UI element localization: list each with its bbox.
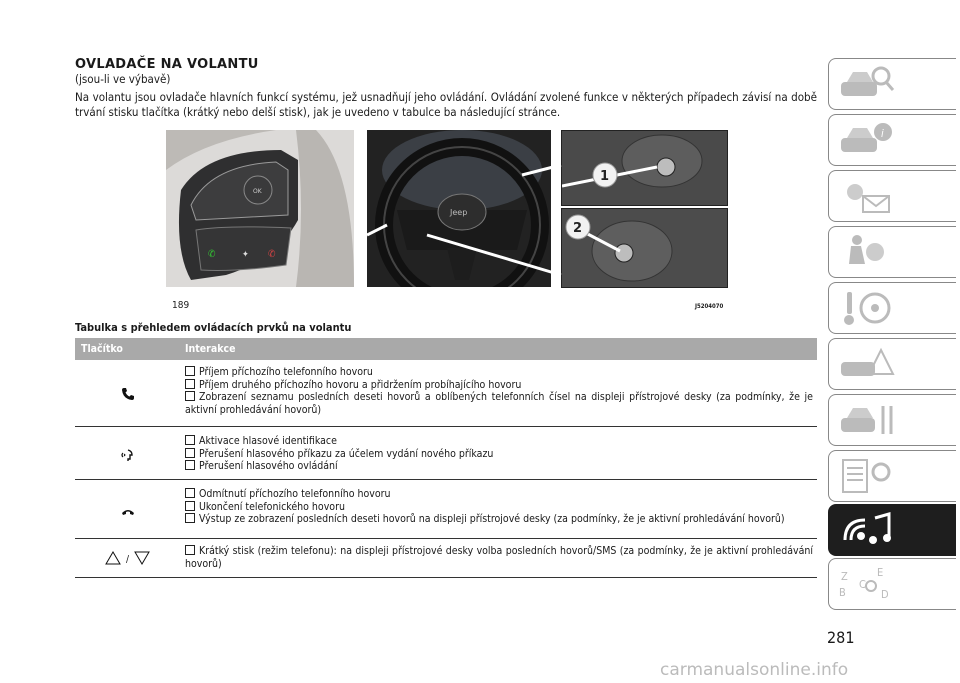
airbag-icon [837,232,897,272]
chapter-tab-lights[interactable] [828,170,956,222]
bullet-icon [185,391,195,401]
table-row [75,362,817,427]
list-item: Krátký stisk (režim telefonu): na displeji přístrojové desky volba posledních hovorů/SMS (za podmínky, že je aktivní prohledávání hovorů) [185,545,813,570]
voice-command-icon [75,447,180,466]
car-info-icon [837,120,897,160]
figure-number: 189 [172,300,190,311]
watermark: carmanualsonline.info [660,660,849,680]
chapter-tab-info[interactable] [828,114,956,166]
list-item: Přerušení hlasového příkazu za účelem vydání nového příkazu [185,448,813,461]
light-mail-icon [837,176,897,216]
page-number: 281 [827,628,855,647]
chapter-tab-emergency[interactable] [828,338,956,390]
phone-hangup-icon [75,502,180,521]
bullet-icon [185,379,195,389]
bullet-icon [185,366,195,376]
car-search-icon [837,64,897,104]
callout-1: 1 [600,169,610,184]
section-subtitle: (jsou-li ve výbavě) [75,72,171,86]
callout-2: 2 [573,221,583,236]
steering-controls-closeup-photo [166,130,354,287]
bullet-icon [185,460,195,470]
svg-text:i: i [881,127,884,140]
car-tools-icon [837,400,897,440]
multimedia-icon [837,510,897,550]
chapter-tab-index[interactable] [828,558,956,610]
column-header-button: Tlačítko [81,343,123,355]
bullet-icon [185,545,195,555]
svg-text:E: E [877,566,884,579]
bullet-icon [185,435,195,445]
table-header [75,338,817,360]
list-item: Příjem druhého příchozího hovoru a přidržením probíhajícího hovoru [185,379,813,392]
phone-pickup-icon [75,386,180,405]
intro-paragraph: Na volantu jsou ovladače hlavních funkcí systému, jež usnadňují jeho ovládání. Ovládání zvolené funkce v některých případech závisí na době trvání stisku tlačítka (krátký nebo delší stisk), jak je uvedeno v tabulce ba následující stránce. [75,90,817,119]
bullet-icon [185,513,195,523]
list-item: Aktivace hlasové identifikace [185,435,813,448]
svg-text:✦: ✦ [242,250,249,260]
svg-text:D: D [881,588,889,601]
chapter-tab-multimedia[interactable] [828,504,956,556]
list-item: Ukončení telefonického hovoru [185,501,813,514]
table-caption: Tabulka s přehledem ovládacích prvků na volantu [75,321,352,334]
chapter-tab-maintenance[interactable] [828,394,956,446]
table-row [75,480,817,539]
steering-wheel-icon [837,288,897,328]
detail-photo-lower [561,208,728,288]
chapter-tab-specs[interactable] [828,450,956,502]
list-item: Příjem příchozího telefonního hovoru [185,366,813,379]
table-row [75,427,817,480]
list-item: Odmítnutí příchozího telefonního hovoru [185,488,813,501]
icon-separator: / [125,554,130,565]
svg-text:✆: ✆ [268,249,276,260]
section-title: OVLADAČE NA VOLANTU [75,57,259,72]
detail-photo-upper [561,130,728,206]
warning-car-icon [837,344,897,384]
table-row [75,539,817,578]
column-header-interaction: Interakce [185,343,236,355]
svg-text:B: B [839,586,846,599]
list-item: Přerušení hlasového ovládání [185,460,813,473]
callout-lines [367,130,567,287]
up-down-arrows-icon [75,547,180,566]
bullet-icon [185,448,195,458]
alphabet-index-icon [837,564,897,604]
bullet-icon [185,501,195,511]
chapter-tab-dashboard[interactable] [828,58,956,110]
list-item: Zobrazení seznamu posledních deseti hovorů a oblíbených telefonních čísel na displeji přístrojové desky (za podmínky, že je aktivní prohledávání hovorů) [185,391,813,416]
spec-sheet-gear-icon [837,456,897,496]
bullet-icon [185,488,195,498]
figure-code: J5204070 [695,303,724,310]
list-item: Výstup ze zobrazení posledních deseti hovorů na displeji přístrojové desky (za podmínky, že je aktivní prohledávání hovorů) [185,513,813,526]
svg-text:OK: OK [253,188,262,195]
svg-text:Jeep: Jeep [450,208,468,217]
chapter-tab-safety[interactable] [828,226,956,278]
svg-text:C: C [859,578,866,591]
svg-text:Z: Z [841,570,848,583]
svg-text:✆: ✆ [208,249,216,260]
chapter-tab-driving[interactable] [828,282,956,334]
